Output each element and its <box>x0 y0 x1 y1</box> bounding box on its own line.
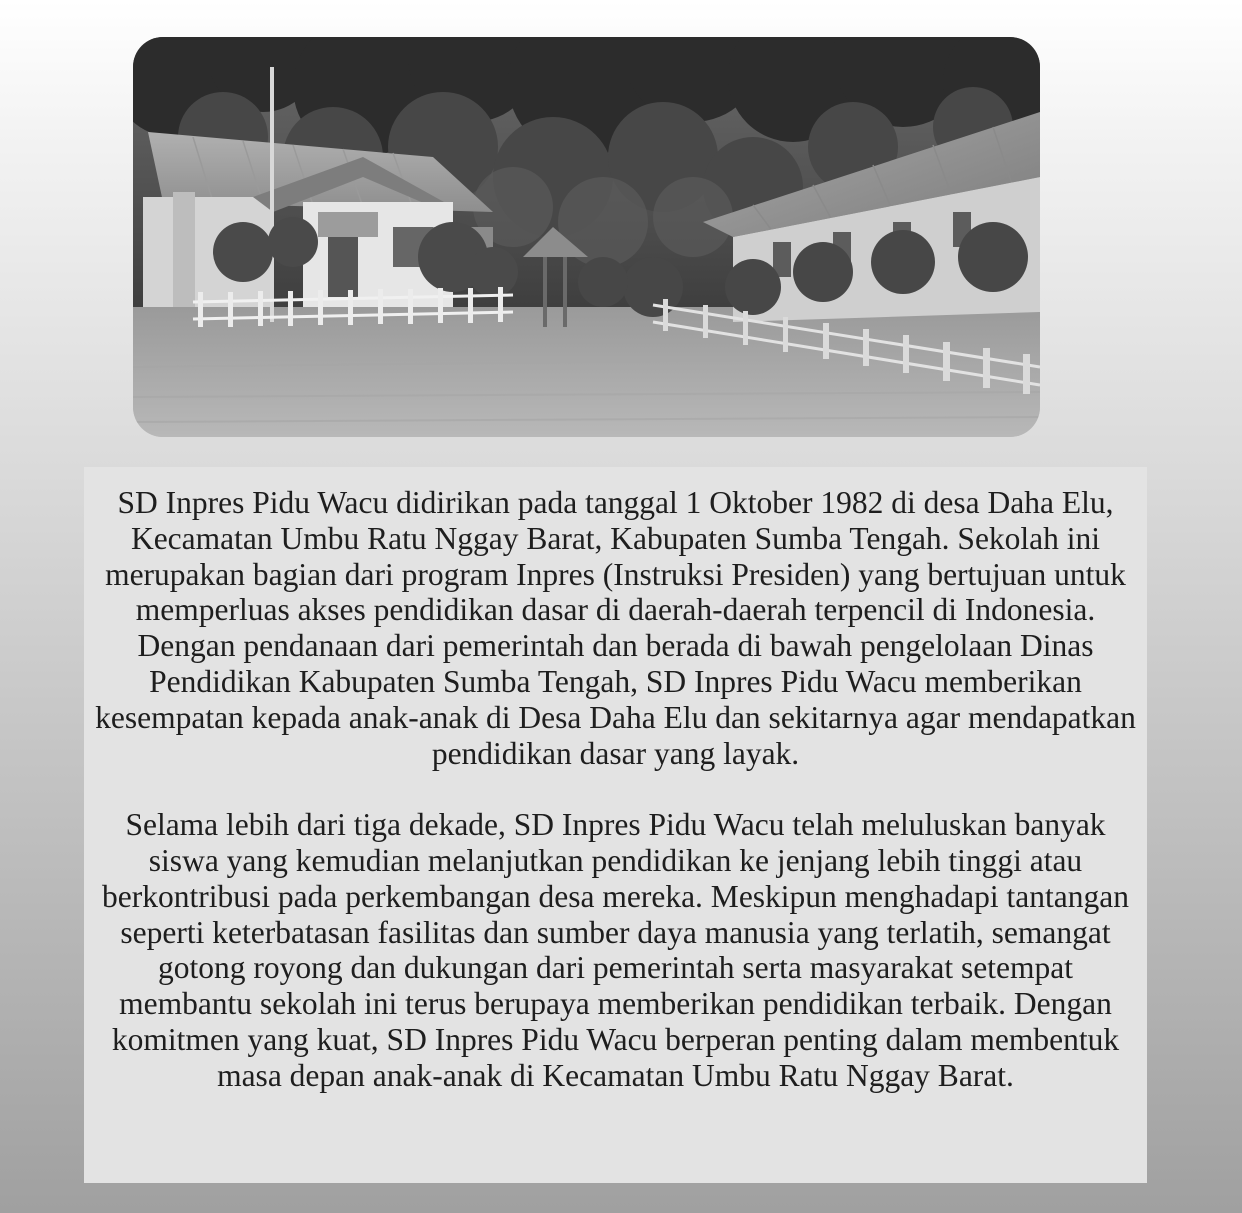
article-text <box>84 467 1147 1183</box>
school-photo-illustration <box>133 37 1040 437</box>
school-photo <box>133 37 1040 437</box>
paragraph-history: SD Inpres Pidu Wacu didirikan pada tanggal 1 Oktober 1982 di desa Daha Elu, Kecamatan Umbu Ratu Nggay Barat, Kabupaten Sumba Tengah. Sekolah ini merupakan bagian dari program Inpres (Instruksi Presiden) yang bertujuan untuk memperluas akses pendidikan dasar di daerah-daerah terpencil di Indonesia. Dengan pendanaan dari pemerintah dan berada di bawah pengelolaan Dinas Pendidikan Kabupaten Sumba Tengah, SD Inpres Pidu Wacu memberikan kesempatan kepada anak-anak di Desa Daha Elu dan sekitarnya agar mendapatkan pendidikan dasar yang layak. <box>95 485 1136 771</box>
paragraph-achievements: Selama lebih dari tiga dekade, SD Inpres Pidu Wacu telah meluluskan banyak siswa yang kemudian melanjutkan pendidikan ke jenjang lebih tinggi atau berkontribusi pada perkembangan desa mereka. Meskipun menghadapi tantangan seperti keterbatasan fasilitas dan sumber daya manusia yang terlatih, semangat gotong royong dan dukungan dari pemerintah serta masyarakat setempat membantu sekolah ini terus berupaya memberikan pendidikan terbaik. Dengan komitmen yang kuat, SD Inpres Pidu Wacu berperan penting dalam membentuk masa depan anak-anak di Kecamatan Umbu Ratu Nggay Barat. <box>102 807 1129 1093</box>
